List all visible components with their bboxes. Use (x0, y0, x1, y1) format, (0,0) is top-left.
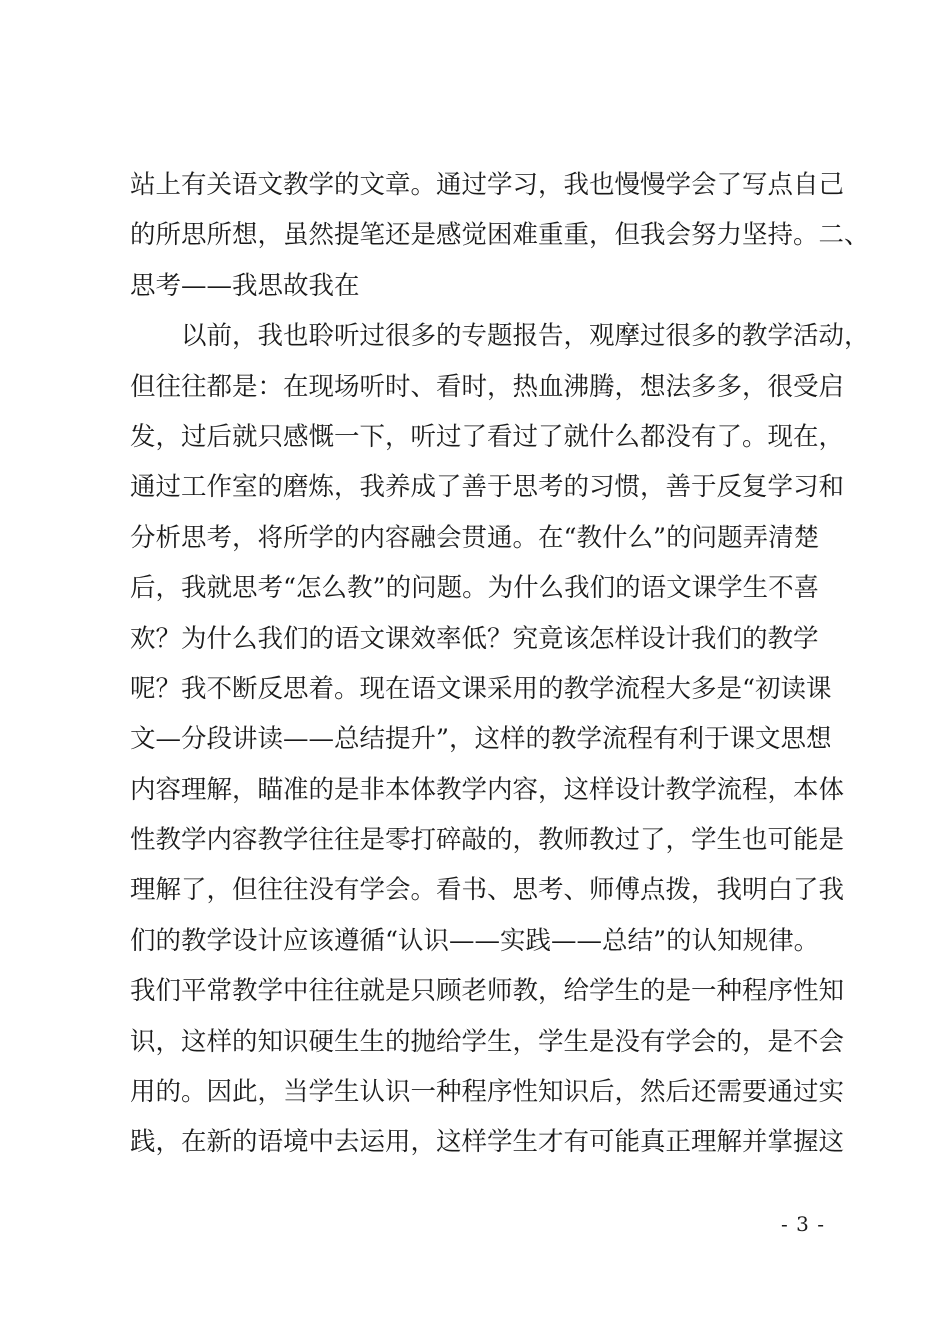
section-heading-line: 思考——我思故我在 (130, 270, 360, 301)
text-line: 践，在新的语境中去运用，这样学生才有可能真正理解并掌握这 (130, 1127, 845, 1158)
text-line: 分析思考，将所学的内容融会贯通。在“教什么”的问题弄清楚 (130, 522, 820, 553)
text-line: 我们平常教学中往往就是只顾老师教，给学生的是一种程序性知 (130, 976, 845, 1007)
text-line: 站上有关语文教学的文章。通过学习，我也慢慢学会了写点自己 (130, 170, 845, 200)
text-line: 识，这样的知识硬生生的抛给学生，学生是没有学会的，是不会 (130, 1026, 845, 1057)
text-line: 内容理解，瞄准的是非本体教学内容，这样设计教学流程，本体 (130, 774, 845, 805)
text-line: 后，我就思考“怎么教”的问题。为什么我们的语文课学生不喜 (130, 573, 820, 604)
text-line: 呢？我不断反思着。现在语文课采用的教学流程大多是“初读课 (130, 673, 832, 704)
text-line: 发，过后就只感慨一下，听过了看过了就什么都没有了。现在， (130, 421, 845, 452)
text-line: 理解了，但往往没有学会。看书、思考、师傅点拨，我明白了我 (130, 875, 845, 906)
page-number: - 3 - (781, 1212, 825, 1236)
body-text (130, 160, 870, 1168)
text-line: 通过工作室的磨炼，我养成了善于思考的习惯，善于反复学习和 (130, 472, 845, 503)
text-line: 性教学内容教学往往是零打碎敲的，教师教过了，学生也可能是 (130, 825, 845, 856)
text-line: 欢？为什么我们的语文课效率低？究竟该怎样设计我们的教学 (130, 623, 819, 654)
paragraph-first-line: 以前，我也聆听过很多的专题报告，观摩过很多的教学活动， (181, 321, 870, 352)
text-line: 的所思所想，虽然提笔还是感觉困难重重，但我会努力坚持。二、 (130, 220, 870, 251)
text-line: 文—分段讲读——总结提升”，这样的教学流程有利于课文思想 (130, 724, 832, 755)
text-line: 们的教学设计应该遵循“认识——实践——总结”的认知规律。 (130, 925, 820, 956)
text-line: 用的。因此，当学生认识一种程序性知识后，然后还需要通过实 (130, 1077, 845, 1108)
text-line: 但往往都是：在现场听时、看时，热血沸腾，想法多多，很受启 (130, 371, 845, 402)
